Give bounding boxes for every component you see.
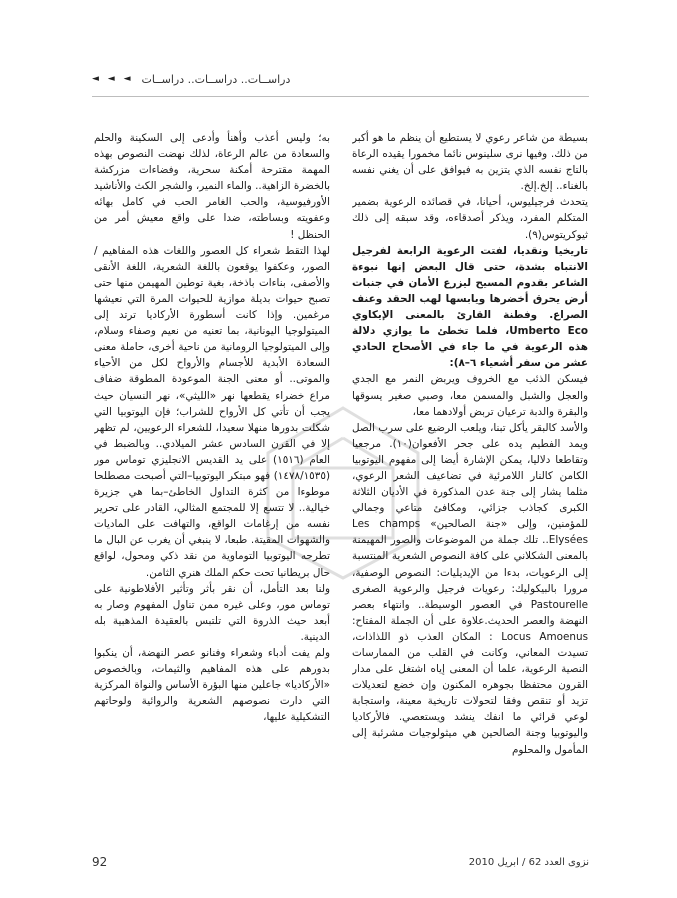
paragraph: ولم يفت أدباء وشعراء وفنانو عصر النهضة، أن ينكبوا بدورهم على هذه المفاهيم والثيمات، وبالخصوص «الأركاديا» جاعلين منها البؤرة الأساس والنواة المركزية التي دارت نصوصهم الشعرية والروائية ولوحاتهم التشكيلية عليها، <box>94 647 330 724</box>
paragraph: لهذا التقط شعراء كل العصور واللغات هذه المفاهيم /الصور، وعكفوا يوقعون باللغة الشعرية، اللغة الأنقى والأصفى، بناءات باذخة، بغية توطين المهيمن منها حتى تصبح حيوات بديلة موازية للحيوات المرة التي نعيشها مرغمين. وإذا كانت أسطورة الأركاديا ترتد إلى الميتولوجيا اليونانية، بما تعنيه من نعيم وصفاء وسلام، وإلى الميتولوجيا الرومانية من ناحية أخرى، حاملة معنى السعادة الأبدية للأجسام والأرواح لكل من الأحياء والموتى.. أو معنى الجنة الموعودة المطوقة ضفاف مراع خضراء يقطعها نهر «الليثي»، نهر النسيان حيث يجب أن تأتي كل الأرواح للشراب؛ فإن اليوتوبيا التي شكلت بدورها منهلا سعيدا، للشعراء الرعويين، لم تظهر إلا في القرن السادس عشر الميلادي.. وبالضبط في العام (١٥١٦) على يد القديس الانجليزي توماس مور (١٤٧٨/١٥٣٥) فهو مبتكر اليوتوبيا–التي أصبحت مصطلحا موطوءا من كثرة التداول الخاطئ–بما هي جزيرة خيالية.. لا تتسع إلا للمجتمع المثالي، القادر على تحرير نفسه من إرغامات الواقع، والتهافت على الماديات والشهوات المقيتة. طبعا، لا ينبغي أن يغرب عن البال ما تطرحه اليوتوبيا التوماوية من نقد ذكي ومحول، لواقع حال بريطانيا تحت حكم الملك هنري الثامن. <box>94 244 330 579</box>
page-number: 92 <box>92 855 108 869</box>
header-arrows-icon: ◄ ◄ ◄ <box>92 74 134 84</box>
quotation: فيسكن الذئب مع الخروف ويربض النمر مع الجدي والعجل والشبل والمسمن معا، وصبي صغير يسوقها والبقرة والدبة ترعيان تربض أولادهما معا، <box>352 373 588 418</box>
paragraph: والأسد كالبقر يأكل تبنا، ويلعب الرضيع على سرب الصل ويمد الفطيم يده على جحر الأفعوان(١٠). مرجعيا وتقاطعا دلاليا، يمكن الإشارة أيضا إلى مفهوم اليوتوبيا الكامن كالنار اللامرئية في تضاعيف الشعر الرعوي، مثلما يشار إلى جنة عدن المذكورة في الأديان الثلاثة الكبرى كجاذب جزائي، ومكافئ متاعي وجمالي للمؤمنين، وإلى «جنة الصالحين» Les champs Elysées.. تلك جملة من الموضوعات والصور المهيمنة بالمعنى الشكلاني على كافة النصوص الشعرية المنتسبة إلى الرعويات، بدءا من الإيديليات: النصوص الوصفية، مرورا بالبيكوليك: رعويات فرجيل والرعوية الصغرى Pastourelle في العصور الوسيطة.. وانتهاء بعصر النهضة والعصر الحديث.علاوة على أن الجملة المفتاح: Locus Amoenus : المكان العذب ذو اللذاذات، تسيدت المعاني، وكانت في القلب من الممارسات النصية الرعوية، علما أن المعنى إياه اشتغل على مدار القرون محتفظا بجوهره المكنون وإن خضع لتعديلات تزيد أو تنقص وفقا لتحولات تاريخية معينة، واستجابة لوعي قرائي ما انفك ينشد ويستعصي. فالأركاديا واليوتوبيا وجنة الصالحين هي ميثولوجيات مشرئبة إلى المأمول والمحلوم <box>352 421 588 756</box>
paragraph: بسيطة من شاعر رعوي لا يستطيع أن ينظم ما هو أكبر من ذلك. وفيها نرى سلينوس نائما مخمورا يقيده الرعاة بالتاج نفسه الذي يتزين به فيوافق على أن يغني نفسه بالغناء.. إلخ.إلخ. <box>352 132 588 193</box>
paragraph: يتحدث فرجيليوس، أحيانا، في قصائده الرعوية بضمير المتكلم المفرد، ويذكر أصدقاءه، وقد سبقه إلى ذلك ثيوكريتوس(٩). <box>352 196 588 241</box>
article-column-right <box>352 130 588 842</box>
running-header <box>92 70 587 88</box>
issue-line: نزوى العدد 62 / ابريل 2010 <box>468 856 589 868</box>
running-title: دراســات.. دراســات.. دراســات <box>141 72 291 86</box>
paragraph: به؛ وليس أعذب وأهنأ وأدعى إلى السكينة والحلم والسعادة من عالم الرعاة، لذلك نهضت النصوص بهذه المهمة مقترحة أمكنة سحرية، وفضاءات مزركشة بالخضرة الزاهية.. والماء النمير، والشجر الكث والأناشيد الأورفيوسية، والحب الغامر الحب في كامل بهائه وعفويته وبساطته، ضدا على واقع معيش أمر من الحنظل ! <box>94 132 330 241</box>
paragraph: ولنا بعد التأمل، أن نقر بأثر وتأثير الأفلاطونية على توماس مور، وعلى غيره ممن تناول المفهوم وصار به أبعد حيث الذروة التي تلتبس بالعقيدة المذهبية بله الدينية. <box>94 582 330 643</box>
paragraph-bold: تاريخيا ونقديا، لفتت الرعوية الرابعة لفرجيل الانتباه بشدة، حتى قال البعض إنها نبوءة الشاعر بقدوم المسيح ليزرع الأمان في جنبات أرض يحرق أخضرها ويابسها لهب الحقد وعنف الصراع. وفطنة القارئ بالمعنى الإيكاوي Umberto Eco، فلما تخطئ ما يوازي دلالة هذه الرعوية في ما جاء في الأصحاح الحادي عشر من سفر أشعياء ٦–٨): <box>352 244 588 370</box>
article-column-left <box>94 130 330 842</box>
page-footer <box>92 854 589 870</box>
header-divider <box>92 96 589 97</box>
